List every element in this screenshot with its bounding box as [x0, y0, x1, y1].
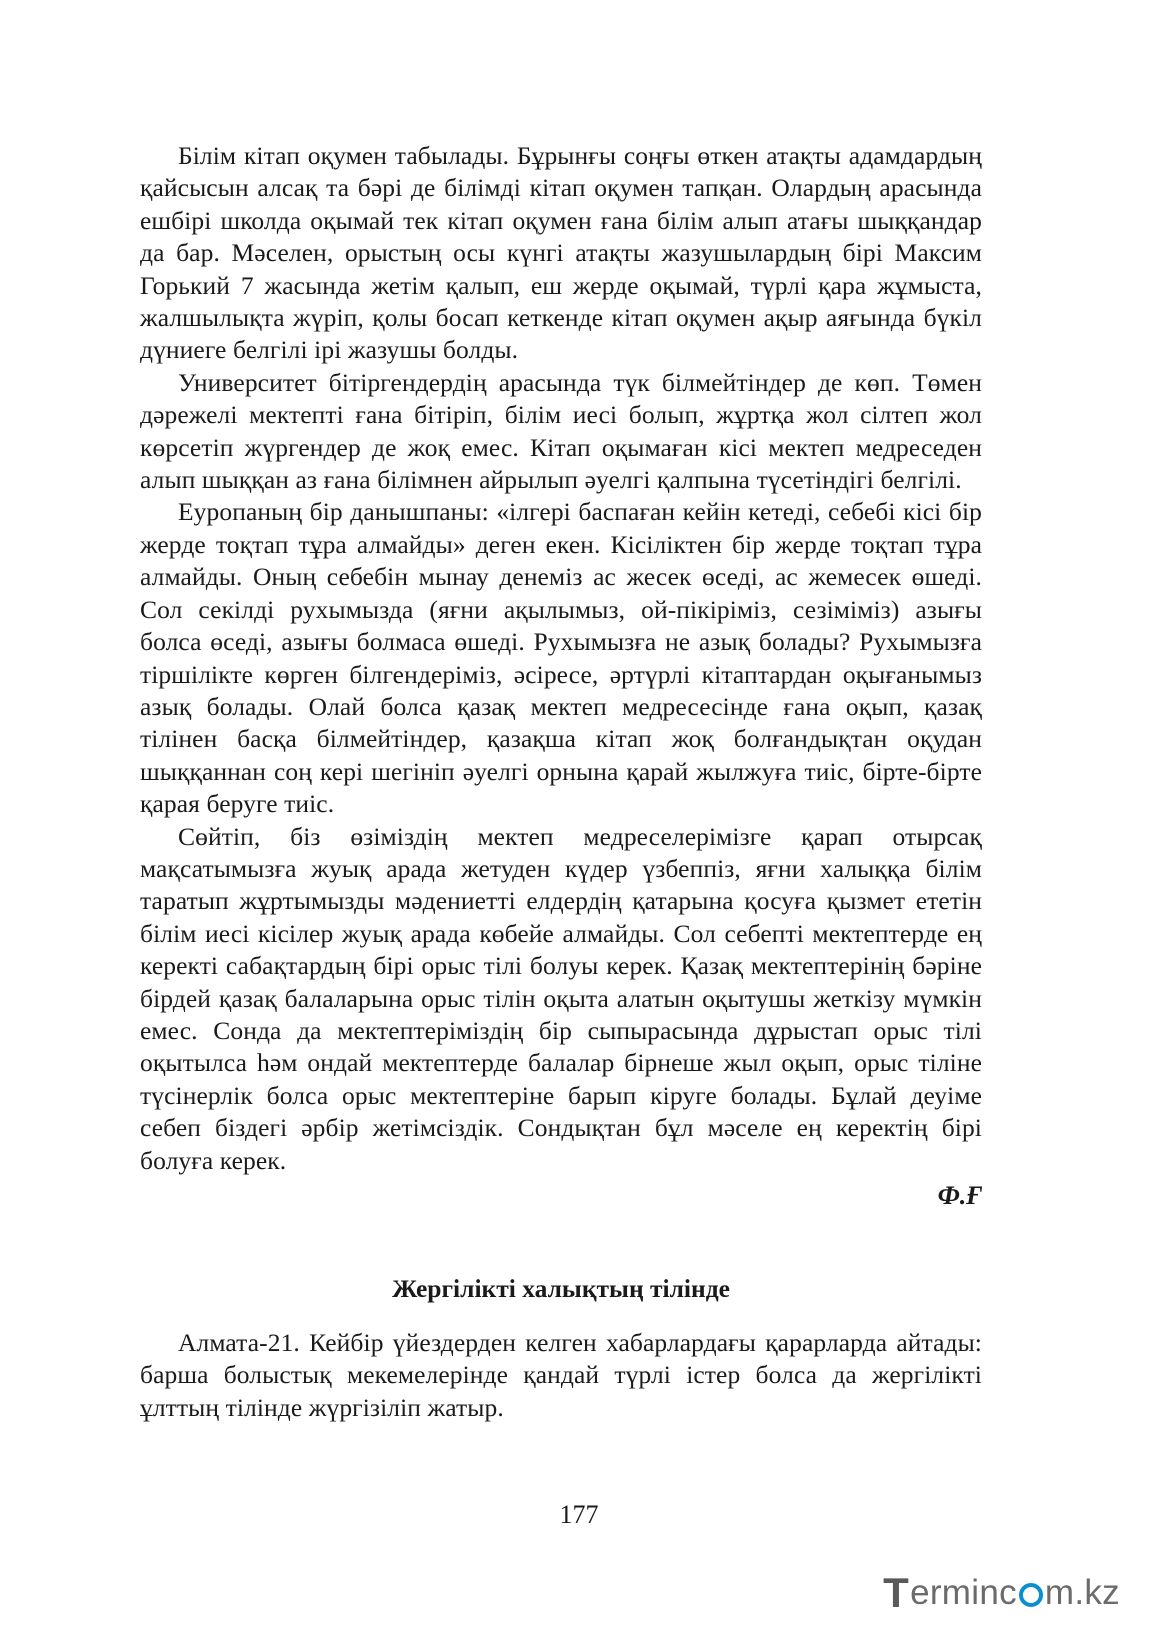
paragraph-russian-language: Сөйтіп, біз өзіміздің мектеп медреселерімізге қарап отырсақ мақсатымызға жуық арада жетуден күдер үзбеппіз, яғни халыққа білім таратып жұртымызды мәдениетті елдердің қатарына қосуға қызмет ететін білім иесі кісілер жуық арада көбейе алмайды. Сол себепті мектептерде ең керекті сабақтардың бірі орыс тілі болуы керек. Қазақ мектептерінің бәріне бірдей қазақ балаларына орыс тілін оқыта алатын оқытушы жеткізу мүмкін емес. Сонда да мектептеріміздің бір сыпырасында дұрыстап орыс тілі оқытылса һәм ондай мектептерде балалар бірнеше жыл оқып, орыс тіліне түсінерлік болса орыс мектептеріне барып кіруге болады. Бұлай деуіме себеп біздегі әрбір жетімсіздік. Сондықтан бұл мәселе ең керектің бірі болуға керек.	[140, 821, 982, 1175]
watermark-t-letter: T	[883, 1569, 910, 1616]
paragraph-almata-news: Алмата-21. Кейбір үйездерден келген хабарлардағы қарарларда айтады: барша болыстық мекемелерінде қандай түрлі істер болса да жергілікті ұлттың тілінде жүргізіліп жатыр.	[140, 1328, 982, 1422]
watermark-o-circle-icon	[1019, 1583, 1043, 1607]
watermark-text-part1: erminc	[910, 1573, 1017, 1612]
author-signature: Ф.Ғ	[937, 1181, 982, 1210]
watermark-text-part2: m.kz	[1044, 1573, 1120, 1612]
paragraph-knowledge-from-books: Білім кітап оқумен табылады. Бұрынғы соңғы өткен атақты адамдардың қайсысын алсақ та бәрі де білімді кітап оқумен тапқан. Олардың арасында ешбірі школда оқымай тек кітап оқумен ғана білім алып атағы шыққандар да бар. Мәселен, орыстың осы күнгі атақты жазушылардың бірі Максим Горький 7 жасында жетім қалып, еш жерде оқымай, түрлі қара жұмыста, жалшылықта жүріп, қолы босап кеткенде кітап оқумен ақыр аяғында бүкіл дүниеге белгілі ірі жазушы болды.	[140, 141, 982, 365]
termincom-watermark-logo	[883, 1569, 1120, 1616]
document-page	[140, 140, 982, 1424]
page-number: 177	[559, 1500, 599, 1529]
paragraph-university-graduates: Университет бітіргендердің арасында түк білмейтіндер де көп. Төмен дәрежелі мектепті ғана бітіріп, білім иесі болып, жұртқа жол сілтеп жол көрсетіп жүргендер де жоқ емес. Кітап оқымаған кісі мектеп медреседен алып шыққан аз ғана білімнен айрылып әуелгі қалпына түсетіндігі белгілі.	[140, 367, 982, 495]
article-heading: Жергілікті халықтың тілінде	[392, 1274, 730, 1303]
paragraph-european-sage: Еуропаның бір данышпаны: «ілгері баспаған кейін кетеді, себебі кісі бір жерде тоқтап тұра алмайды» деген екен. Кісіліктен бір жерде тоқтап тұра алмайды. Оның себебін мынау денеміз ас жесек өседі, ас жемесек өшеді. Сол секілді рухымызда (яғни ақылымыз, ой-пікіріміз, сезіміміз) азығы болса өседі, азығы болмаса өшеді. Рухымызға не азық болады? Рухымызға тіршілікте көрген білгендеріміз, әсіресе, әртүрлі кітаптардан оқығанымыз азық болады. Олай болса қазақ мектеп медресесінде ғана оқып, қазақ тілінен басқа білмейтіндер, қазақша кітап жоқ болғандықтан оқудан шыққаннан соң кері шегініп әуелгі орнына қарай жылжуға тиіс, бірте-бірте қарая беруге тиіс.	[140, 497, 982, 819]
